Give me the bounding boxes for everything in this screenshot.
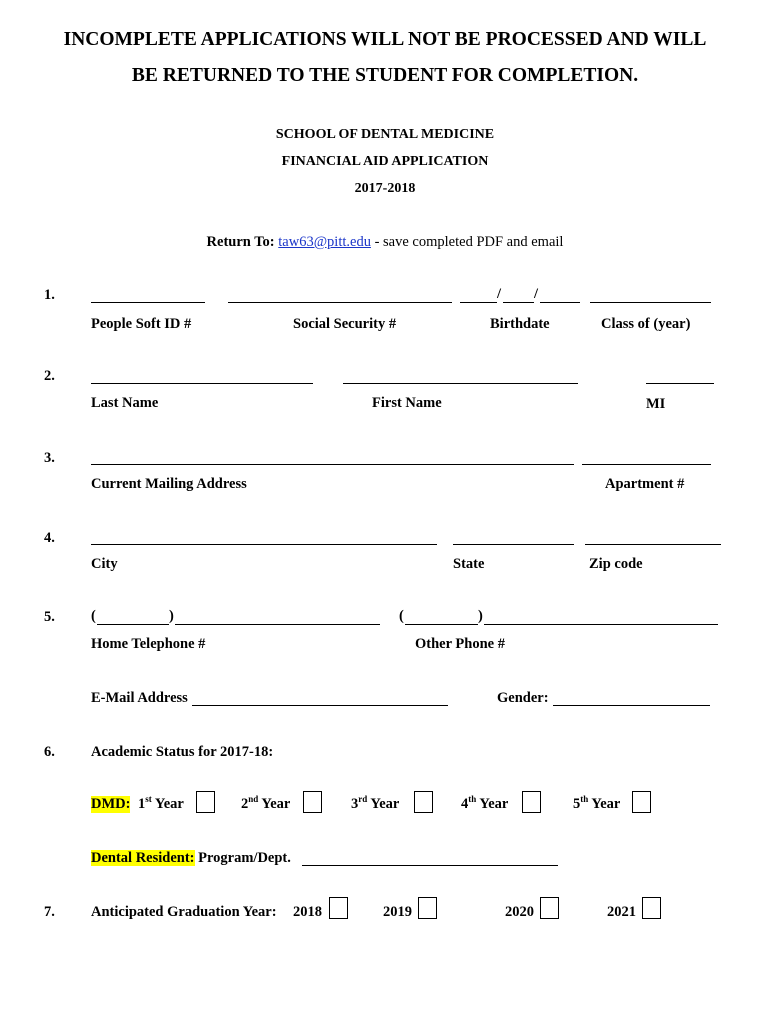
apartment-field[interactable]	[582, 464, 711, 465]
dmd-year-5-label	[573, 796, 620, 813]
email-field[interactable]	[192, 705, 448, 706]
year-number: 5	[573, 796, 581, 812]
class-year-label: Class of (year)	[601, 316, 691, 332]
other-phone-label: Other Phone #	[415, 636, 505, 652]
class-year-field[interactable]	[590, 302, 711, 303]
year-word: Year	[588, 796, 621, 812]
home-phone-field[interactable]	[175, 624, 380, 625]
year-number: 1	[138, 796, 146, 812]
section-number-6: 6.	[44, 744, 55, 760]
year-word: Year	[367, 796, 400, 812]
section-number-1: 1.	[44, 287, 55, 303]
birthdate-separator: /	[534, 286, 539, 302]
section-number-5: 5.	[44, 609, 55, 625]
first-name-label: First Name	[372, 395, 442, 411]
dmd-year-1-label	[138, 796, 184, 813]
city-field[interactable]	[91, 544, 437, 545]
birthdate-month-field[interactable]	[460, 302, 497, 303]
other-phone-field[interactable]	[484, 624, 718, 625]
grad-year-2021-checkbox[interactable]	[642, 897, 661, 919]
birthdate-label: Birthdate	[490, 316, 550, 332]
mailing-address-label: Current Mailing Address	[91, 476, 247, 492]
dmd-year-1-checkbox[interactable]	[196, 791, 215, 813]
dental-resident-line	[91, 850, 291, 867]
grad-year-2018-label: 2018	[293, 904, 322, 920]
apartment-label: Apartment #	[605, 476, 685, 492]
section-number-2: 2.	[44, 368, 55, 384]
grad-year-2019-checkbox[interactable]	[418, 897, 437, 919]
year-suffix: rd	[358, 794, 368, 804]
dental-resident-label: Dental Resident:	[91, 850, 195, 866]
section-number-4: 4.	[44, 530, 55, 546]
paren-close: )	[478, 608, 483, 624]
paren-close: )	[169, 608, 174, 624]
year-suffix: th	[468, 794, 477, 804]
warning-banner-line-1: INCOMPLETE APPLICATIONS WILL NOT BE PROCESSED AND WILL	[63, 29, 707, 50]
section-number-7: 7.	[44, 904, 55, 920]
dmd-year-4-checkbox[interactable]	[522, 791, 541, 813]
zip-code-label: Zip code	[589, 556, 643, 572]
grad-year-2020-checkbox[interactable]	[540, 897, 559, 919]
year-number: 4	[461, 796, 469, 812]
zip-code-field[interactable]	[585, 544, 721, 545]
dmd-year-3-checkbox[interactable]	[414, 791, 433, 813]
grad-year-2020-label: 2020	[505, 904, 534, 920]
year-suffix: th	[580, 794, 589, 804]
home-phone-label: Home Telephone #	[91, 636, 206, 652]
gender-label: Gender:	[497, 690, 549, 706]
home-area-code-field[interactable]	[97, 624, 169, 625]
return-to-label: Return To:	[206, 234, 275, 250]
city-label: City	[91, 556, 118, 572]
warning-banner-line-2: BE RETURNED TO THE STUDENT FOR COMPLETION.	[131, 65, 639, 86]
birthdate-separator: /	[497, 286, 502, 302]
return-note: - save completed PDF and email	[370, 234, 564, 250]
paren-open: (	[399, 608, 404, 624]
last-name-label: Last Name	[91, 395, 159, 411]
birthdate-year-field[interactable]	[540, 302, 580, 303]
section-number-3: 3.	[44, 450, 55, 466]
academic-status-title: Academic Status for 2017-18:	[91, 744, 274, 760]
year-suffix: nd	[248, 794, 259, 804]
birthdate-day-field[interactable]	[503, 302, 534, 303]
dmd-year-2-label	[241, 796, 290, 813]
form-title: FINANCIAL AID APPLICATION	[281, 154, 489, 169]
state-field[interactable]	[453, 544, 574, 545]
gender-field[interactable]	[553, 705, 710, 706]
middle-initial-label: MI	[646, 396, 666, 412]
ssn-label: Social Security #	[293, 316, 397, 332]
peoplesoft-id-label: People Soft ID #	[91, 316, 192, 332]
peoplesoft-id-field[interactable]	[91, 302, 205, 303]
grad-year-2018-checkbox[interactable]	[329, 897, 348, 919]
mailing-address-field[interactable]	[91, 464, 574, 465]
middle-initial-field[interactable]	[646, 383, 714, 384]
year-word: Year	[476, 796, 509, 812]
other-area-code-field[interactable]	[405, 624, 478, 625]
dmd-label: DMD:	[91, 796, 131, 812]
year-number: 2	[241, 796, 249, 812]
paren-open: (	[91, 608, 96, 624]
last-name-field[interactable]	[91, 383, 313, 384]
dmd-year-5-checkbox[interactable]	[632, 791, 651, 813]
return-email-link[interactable]: taw63@pitt.edu	[278, 234, 371, 250]
year-word: Year	[151, 796, 184, 812]
form-year: 2017-2018	[354, 181, 416, 196]
email-label: E-Mail Address	[91, 690, 188, 706]
year-word: Year	[258, 796, 291, 812]
dmd-year-4-label	[461, 796, 508, 813]
graduation-year-title: Anticipated Graduation Year:	[91, 904, 277, 920]
grad-year-2021-label: 2021	[607, 904, 636, 920]
first-name-field[interactable]	[343, 383, 578, 384]
dmd-year-3-label	[351, 796, 399, 813]
state-label: State	[453, 556, 485, 572]
program-dept-field[interactable]	[302, 865, 558, 866]
program-dept-label: Program/Dept.	[194, 850, 291, 866]
return-to-line	[0, 234, 770, 251]
ssn-field[interactable]	[228, 302, 452, 303]
year-number: 3	[351, 796, 359, 812]
dmd-year-2-checkbox[interactable]	[303, 791, 322, 813]
school-name: SCHOOL OF DENTAL MEDICINE	[275, 127, 495, 142]
grad-year-2019-label: 2019	[383, 904, 412, 920]
year-suffix: st	[145, 794, 152, 804]
